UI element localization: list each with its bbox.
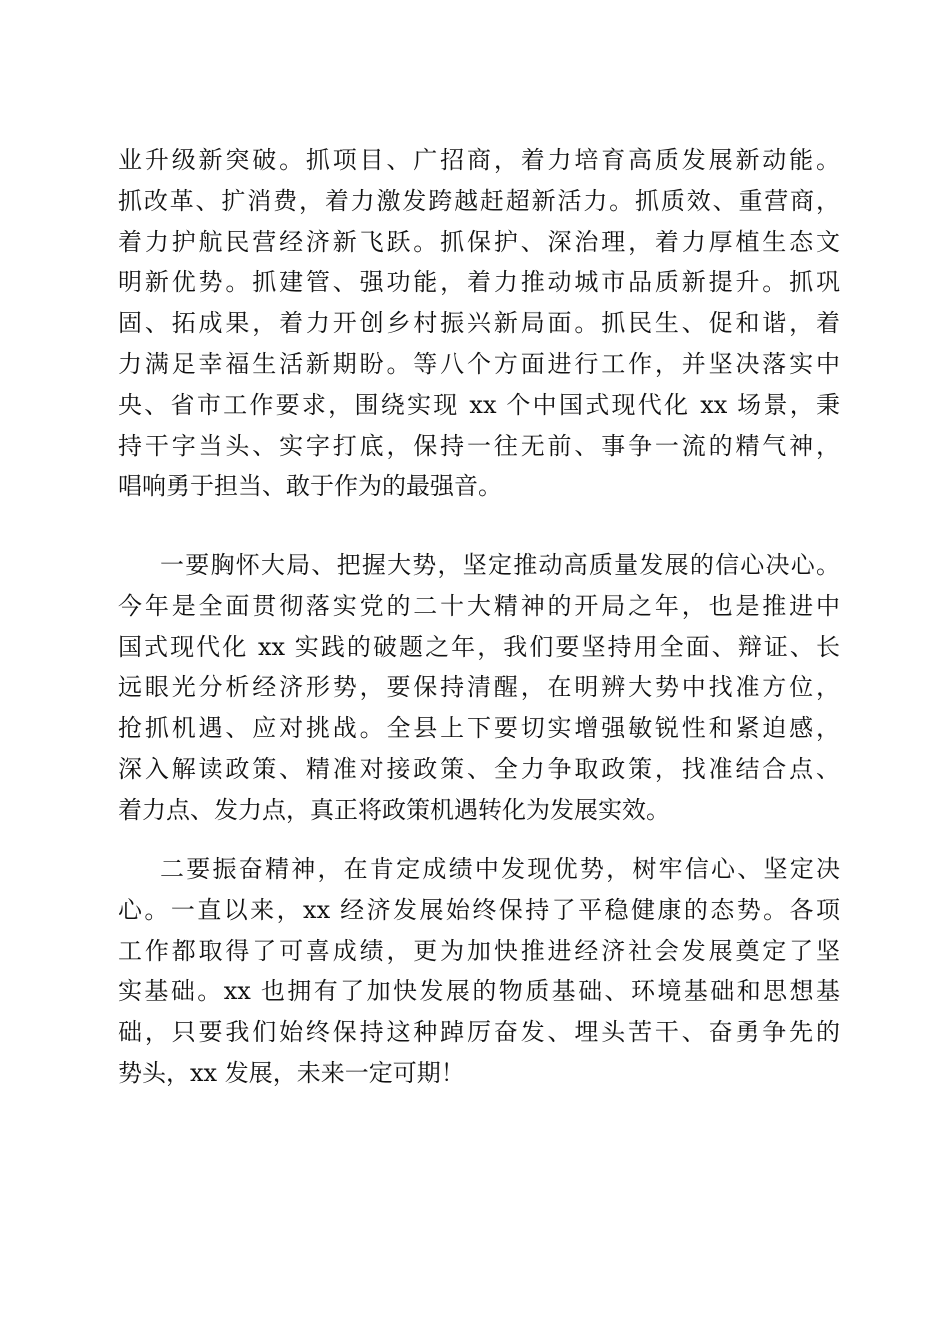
paragraph-line: 实基础。xx 也拥有了加快发展的物质基础、环境基础和思想基 — [118, 977, 840, 1006]
paragraph-line: 力满足幸福生活新期盼。等八个方面进行工作，并坚决落实中 — [118, 349, 840, 378]
paragraph-line: 势头，xx 发展，未来一定可期！ — [118, 1058, 465, 1087]
paragraph-line: 固、拓成果，着力开创乡村振兴新局面。抓民生、促和谐，着 — [118, 309, 840, 338]
paragraph-line: 唱响勇于担当、敢于作为的最强音。 — [118, 472, 502, 501]
paragraph-line: 一要胸怀大局、把握大势，坚定推动高质量发展的信心决心。 — [160, 551, 840, 579]
paragraph-line: 抓改革、扩消费，着力激发跨越赶超新活力。抓质效、重营商， — [118, 186, 840, 215]
paragraph-line: 着力护航民营经济新飞跃。抓保护、深治理，着力厚植生态文 — [118, 227, 840, 256]
paragraph-line: 深入解读政策、精准对接政策、全力争取政策，找准结合点、 — [118, 754, 840, 783]
paragraph-line: 国式现代化 xx 实践的破题之年，我们要坚持用全面、辩证、长 — [118, 632, 840, 661]
paragraph-line: 着力点、发力点，真正将政策机遇转化为发展实效。 — [118, 795, 670, 824]
paragraph-line: 持干字当头、实字打底，保持一往无前、事争一流的精气神， — [118, 431, 840, 460]
paragraph-line: 远眼光分析经济形势，要保持清醒，在明辨大势中找准方位， — [118, 673, 840, 702]
paragraph-line: 央、省市工作要求，围绕实现 xx 个中国式现代化 xx 场景，秉 — [118, 390, 840, 419]
paragraph-continuation — [118, 140, 840, 507]
paragraph-line: 心。一直以来，xx 经济发展始终保持了平稳健康的态势。各项 — [118, 895, 840, 924]
paragraph-line: 工作都取得了可喜成绩，更为加快推进经济社会发展奠定了坚 — [118, 936, 840, 965]
paragraph-line: 业升级新突破。抓项目、广招商，着力培育高质发展新动能。 — [118, 146, 840, 174]
paragraph-line: 今年是全面贯彻落实党的二十大精神的开局之年，也是推进中 — [118, 591, 840, 620]
paragraph-point-two — [118, 849, 840, 1094]
paragraph-line: 明新优势。抓建管、强功能，着力推动城市品质新提升。抓巩 — [118, 268, 840, 297]
paragraph-point-one — [118, 545, 840, 831]
paragraph-line: 抢抓机遇、应对挑战。全县上下要切实增强敏锐性和紧迫感， — [118, 714, 840, 743]
paragraph-line: 二要振奋精神，在肯定成绩中发现优势，树牢信心、坚定决 — [160, 855, 840, 883]
paragraph-line: 础，只要我们始终保持这种踔厉奋发、埋头苦干、奋勇争先的 — [118, 1018, 840, 1047]
